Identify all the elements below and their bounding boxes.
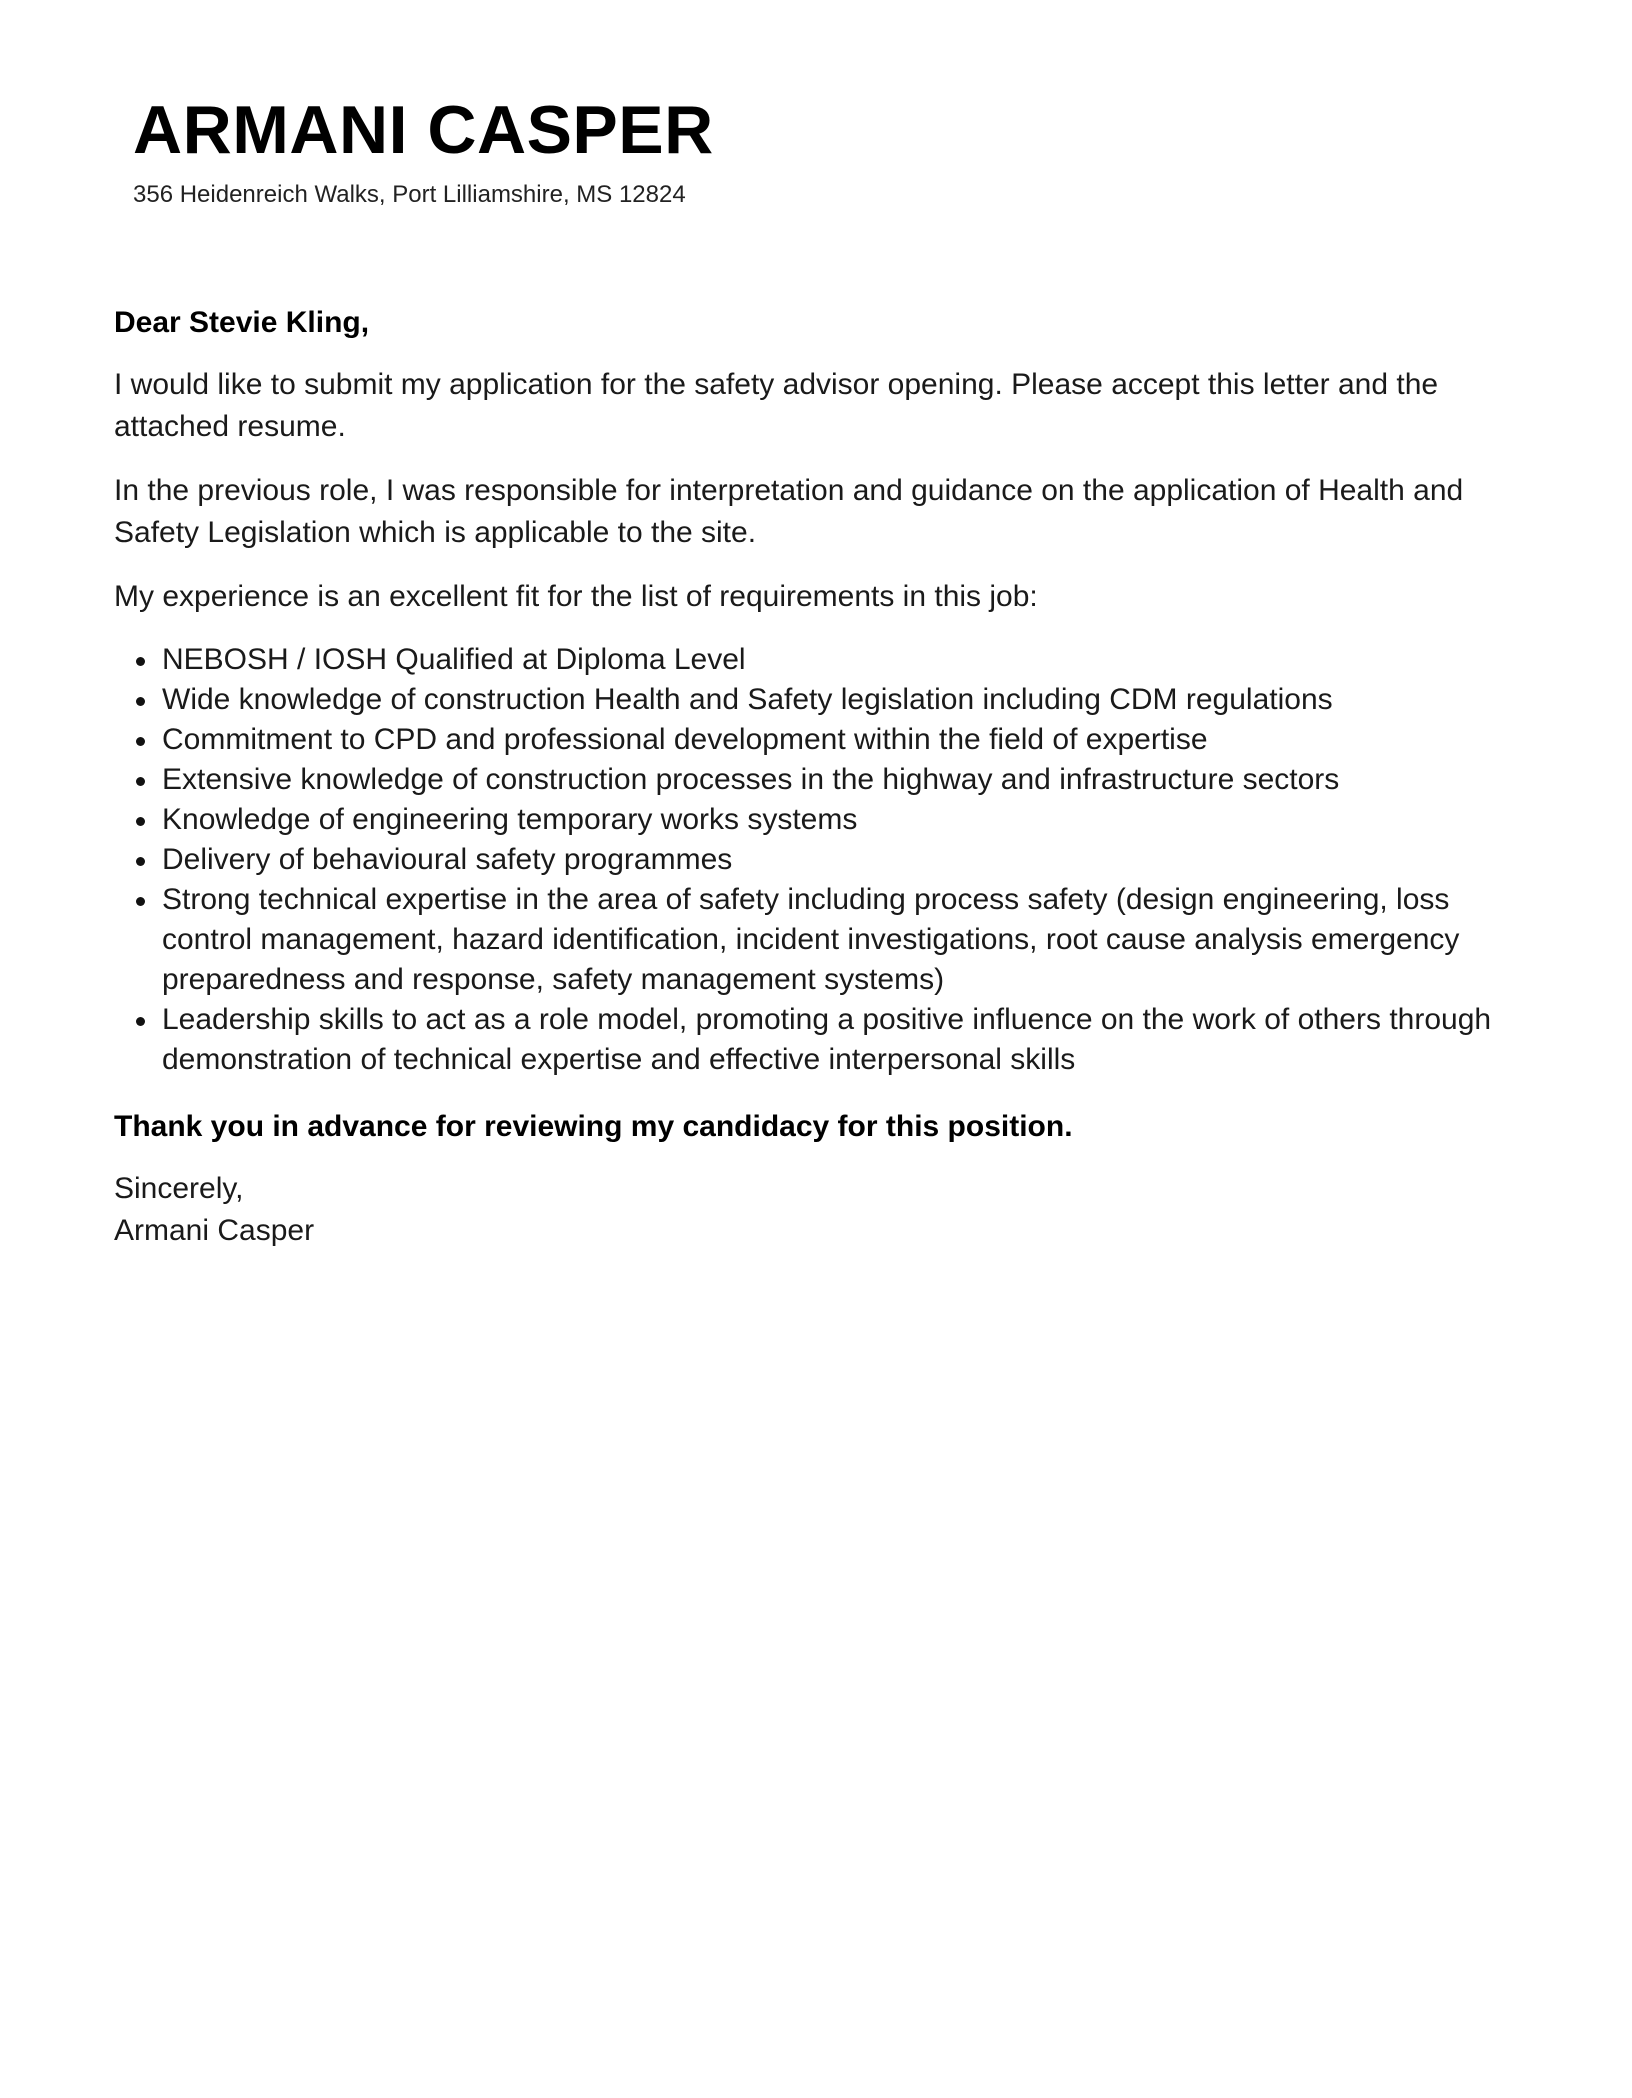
signature: Armani Casper: [114, 1214, 315, 1247]
closing-statement: Thank you in advance for reviewing my candidacy for this position.: [114, 1110, 1073, 1143]
list-item: Commitment to CPD and professional development within the field of expertise: [162, 720, 1514, 760]
paragraph-intro: I would like to submit my application for the safety advisor opening. Please accept this letter and the attached resume.: [114, 368, 1439, 443]
list-item: Strong technical expertise in the area of safety including process safety (design engineering, loss control management, hazard identification, incident investigations, root cause analysis emergency preparedness and response, safety management systems): [162, 880, 1514, 1000]
paragraph-requirements-intro: My experience is an excellent fit for the list of requirements in this job:: [114, 580, 1038, 613]
signoff-block: [114, 1168, 1514, 1252]
applicant-name: ARMANI CASPER: [133, 92, 714, 168]
paragraph-previous-role: In the previous role, I was responsible for interpretation and guidance on the application of Health and Safety Legislation which is applicable to the site.: [114, 474, 1464, 549]
salutation: Dear Stevie Kling,: [114, 306, 370, 339]
applicant-address: 356 Heidenreich Walks, Port Lilliamshire, MS 12824: [133, 181, 686, 208]
list-item: Delivery of behavioural safety programmes: [162, 840, 1514, 880]
signoff: Sincerely,: [114, 1172, 244, 1205]
list-item: Wide knowledge of construction Health and Safety legislation including CDM regulations: [162, 680, 1514, 720]
list-item: NEBOSH / IOSH Qualified at Diploma Level: [162, 640, 1514, 680]
requirements-list: [114, 640, 1514, 1080]
list-item: Knowledge of engineering temporary works systems: [162, 800, 1514, 840]
letter-body: [114, 302, 1514, 1252]
letter-header: [133, 88, 714, 210]
list-item: Extensive knowledge of construction processes in the highway and infrastructure sectors: [162, 760, 1514, 800]
list-item: Leadership skills to act as a role model, promoting a positive influence on the work of others through demonstration of technical expertise and effective interpersonal skills: [162, 1000, 1514, 1080]
